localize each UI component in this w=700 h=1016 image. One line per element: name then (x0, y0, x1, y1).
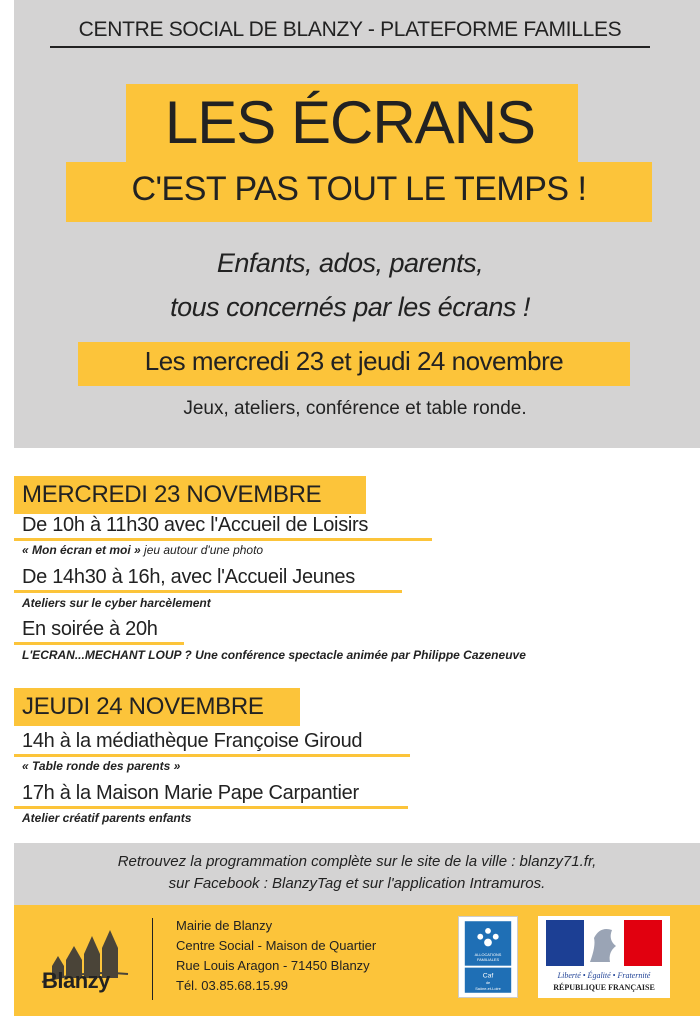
day1-slot2-underline (14, 590, 402, 593)
footer-divider (152, 918, 153, 1000)
caf-logo-text-3: Caf (482, 972, 494, 980)
info-line-1: Retrouvez la programmation complète sur le site de la ville : blanzy71.fr, (117, 853, 597, 870)
address-line-2: Centre Social - Maison de Quartier (176, 938, 377, 953)
day1-slot3-time: En soirée à 20h (22, 618, 158, 640)
caf-logo-text-1: ALLOCATIONS (474, 953, 502, 958)
day2-slot2-desc: Atelier créatif parents enfants (22, 811, 192, 825)
event-dates: Les mercredi 23 et jeudi 24 novembre (144, 346, 564, 376)
rf-motto: Liberté • Égalité • Fraternité (557, 971, 651, 980)
organization-title: CENTRE SOCIAL DE BLANZY - PLATEFORME FAMILLES (50, 18, 650, 48)
day1-slot2-time: De 14h30 à 16h, avec l'Accueil Jeunes (22, 566, 355, 588)
day2-slot2-underline (14, 806, 408, 809)
rf-name: RÉPUBLIQUE FRANÇAISE (553, 983, 655, 992)
day2-title: JEUDI 24 NOVEMBRE (22, 693, 264, 720)
caf-logo-text-4: de (485, 981, 491, 986)
day1-slot1-desc (22, 543, 263, 557)
blanzy-logo-text: Blanzy (42, 968, 110, 993)
day2-slot1-time: 14h à la médiathèque Françoise Giroud (22, 730, 363, 752)
caf-logo-icon (458, 916, 518, 998)
day2-slot2-time: 17h à la Maison Marie Pape Carpantier (22, 782, 359, 804)
day2-slot1-underline (14, 754, 410, 757)
event-summary: Jeux, ateliers, conférence et table ronde. (183, 398, 527, 419)
day1-slot3-underline (14, 642, 184, 645)
caf-logo-text-5: Saône-et-Loire (475, 986, 501, 991)
address-line-3: Rue Louis Aragon - 71450 Blanzy (176, 958, 370, 973)
day2-slot1-desc: « Table ronde des parents » (22, 759, 181, 773)
day1-slot2-desc: Ateliers sur le cyber harcèlement (22, 596, 211, 610)
day1-slot1-desc-quote: « Mon écran et moi » (22, 543, 141, 557)
headline-line-1: LES ÉCRANS (164, 89, 536, 156)
headline-line-2: C'EST PAS TOUT LE TEMPS ! (131, 170, 587, 208)
subtitle-line-2: tous concernés par les écrans ! (170, 292, 530, 322)
caf-logo-text-2: FAMILIALES (476, 957, 500, 962)
republique-francaise-logo-icon (538, 916, 670, 998)
day1-slot1-time: De 10h à 11h30 avec l'Accueil de Loisirs (22, 514, 369, 536)
day1-slot3-desc: L'ECRAN...MECHANT LOUP ? Une conférence spectacle animée par Philippe Cazeneuve (22, 648, 526, 662)
subtitle-line-1: Enfants, ados, parents, (216, 248, 484, 278)
address-line-4: Tél. 03.85.68.15.99 (176, 978, 289, 993)
day1-slot1-underline (14, 538, 432, 541)
day1-slot1-desc-rest: jeu autour d'une photo (140, 543, 264, 557)
address-line-1: Mairie de Blanzy (176, 918, 273, 933)
day1-title: MERCREDI 23 NOVEMBRE (22, 481, 322, 508)
info-line-2: sur Facebook : BlanzyTag et sur l'application Intramuros. (168, 875, 546, 892)
